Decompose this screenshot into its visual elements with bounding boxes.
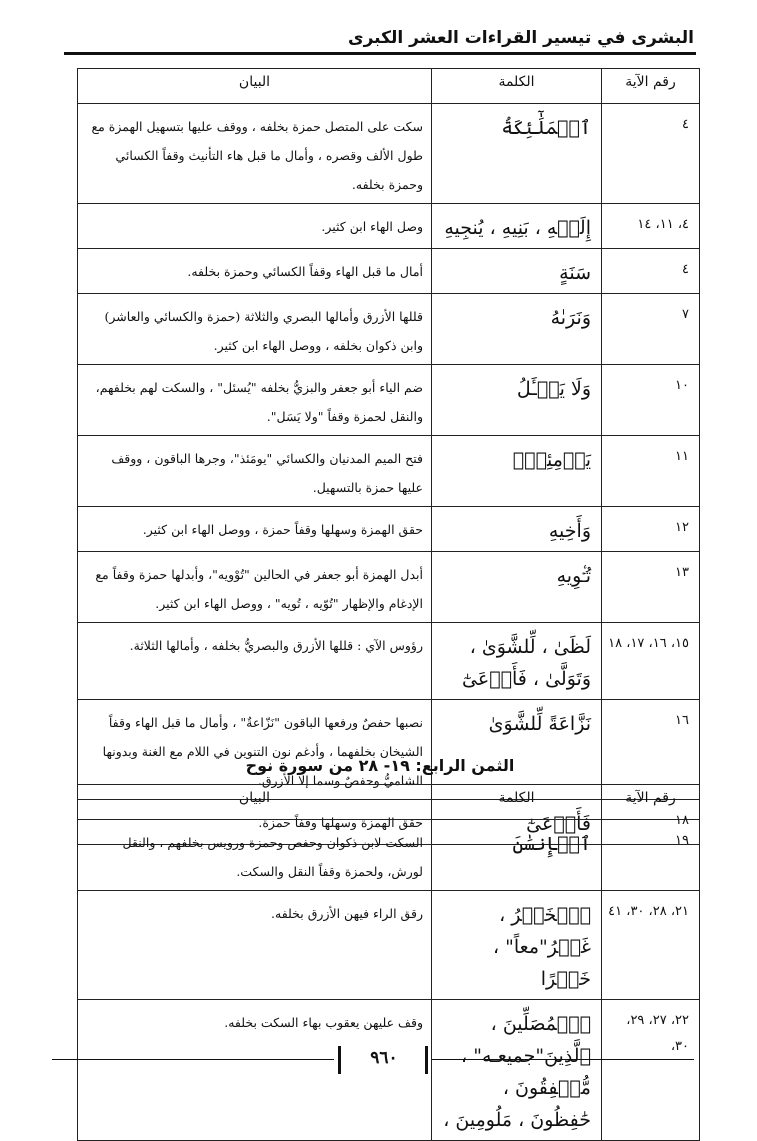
word-cell: نَزَّاعَةً لِّلشَّوَىٰ [432, 700, 602, 800]
word-cell: لَظَىٰ ، لِّلشَّوَىٰ ، وَتَوَلَّىٰ ، فَأَوۡعَىٰٓ [432, 623, 602, 700]
desc-cell: سكت على المتصل حمزة بخلفه ، ووقف عليها بتسهيل الهمزة مع طول الألف وقصره ، وأمال ما قبل هاء التأنيث وقفاً الكسائي وحمزة بخلفه. [78, 104, 432, 204]
col-header-desc: البيان [78, 69, 432, 104]
page-header [64, 28, 696, 55]
table-row [78, 365, 700, 436]
desc-cell: وصل الهاء ابن كثير. [78, 204, 432, 249]
word-cell: سَنَةٍ [432, 249, 602, 294]
desc-cell: حقق الهمزة وسهلها وقفاً حمزة. [78, 800, 432, 845]
ayah-cell: ١٩ [602, 820, 700, 891]
table-row [78, 294, 700, 365]
table-row [78, 820, 700, 891]
desc-cell: وقف عليهن يعقوب بهاء السكت بخلفه. [78, 1000, 432, 1141]
desc-cell: أبدل الهمزة أبو جعفر في الحالين "تُوْويه"، وأبدلها حمزة وقفاً مع الإدغام والإظهار "تُوّيه ، تُويه" ، ووصل الهاء ابن كثير. [78, 552, 432, 623]
word-cell: فَأَوۡعَىٰٓ [432, 800, 602, 845]
footer-bar-right [425, 1046, 428, 1074]
ayah-cell: ١٦ [602, 700, 700, 800]
ayah-cell: ٧ [602, 294, 700, 365]
table-row [78, 436, 700, 507]
desc-cell: ضم الياء أبو جعفر والبزيُّ بخلفه "يُسئل" ، والسكت لهم بخلفهم، والنقل لحمزة وقفاً "ولا يَسَل". [78, 365, 432, 436]
word-cell: وَنَرَىٰهُ [432, 294, 602, 365]
col-header-word: الكلمة [432, 69, 602, 104]
readings-table-1 [77, 68, 700, 845]
footer-rule-left [52, 1059, 334, 1060]
table-row [78, 104, 700, 204]
desc-cell: نصبها حفصٌ ورفعها الباقون "نَزّاعةٌ" ، وأمال ما قبل الهاء وقفاً الشيخان بخلفهما ، وأدغم نون التنوين في اللام مع الغنة وبدونها الشاميُّ وحفصٌ وسما إلا الأزرق. [78, 700, 432, 800]
desc-cell: أمال ما قبل الهاء وقفاً الكسائي وحمزة بخلفه. [78, 249, 432, 294]
table-row [78, 249, 700, 294]
header-rule [64, 52, 696, 55]
page-number: ٩٦٠ [370, 1048, 398, 1068]
word-cell: يَوۡمِئِذِۭ [432, 436, 602, 507]
table-row [78, 623, 700, 700]
desc-cell: فتح الميم المدنيان والكسائي "يومَئذ"، وجرها الباقون ، ووقف عليها حمزة بالتسهيل. [78, 436, 432, 507]
book-title: البشرى في تيسير القراءات العشر الكبرى [348, 28, 694, 48]
ayah-cell: ١٨ [602, 800, 700, 845]
word-cell: وَلَا يَسۡـَٔلُ [432, 365, 602, 436]
word-cell: ٱلۡإِنسَٰنَ [432, 820, 602, 891]
ayah-cell: ١٥، ١٦، ١٧، ١٨ [602, 623, 700, 700]
ayah-cell: ٤، ١١، ١٤ [602, 204, 700, 249]
desc-cell: رقق الراء فيهن الأزرق بخلفه. [78, 891, 432, 1000]
section-title: الثمن الرابع: ١٩- ٢٨ من سورة نوح [245, 756, 515, 775]
word-cell: ٱلۡمَلَٰٓئِكَةُ [432, 104, 602, 204]
word-cell: ٱلۡخَيۡرُ ، غَيۡرُ"معاً" ، خَيۡرًا [432, 891, 602, 1000]
footer-bar-left [338, 1046, 341, 1074]
word-cell: ٱلۡمُصَلِّينَ ، ٱلَّذِينَ"جميعـه" ، مُّشۡفِقُونَ ، حَٰفِظُونَ ، مَلُومِينَ ، [432, 1000, 602, 1141]
col-header-desc: البيان [78, 785, 432, 820]
ayah-cell: ١١ [602, 436, 700, 507]
desc-cell: رؤوس الآي : قللها الأزرق والبصريُّ بخلفه ، وأمالها الثلاثة. [78, 623, 432, 700]
word-cell: وَأَخِيهِ [432, 507, 602, 552]
desc-cell: السكت لابن ذكوان وحفص وحمزة ورويس بخلفهم ، والنقل لورش، ولحمزة وقفاً النقل والسكت. [78, 820, 432, 891]
col-header-ayah: رقم الآية [602, 69, 700, 104]
footer-rule-right [432, 1059, 694, 1060]
table-header-row [78, 69, 700, 104]
readings-table-2 [77, 784, 700, 1141]
desc-cell: حقق الهمزة وسهلها وقفاً حمزة ، ووصل الهاء ابن كثير. [78, 507, 432, 552]
col-header-word: الكلمة [432, 785, 602, 820]
ayah-cell: ١٣ [602, 552, 700, 623]
ayah-cell: ١٢ [602, 507, 700, 552]
table-row [78, 507, 700, 552]
page-footer [52, 1046, 694, 1076]
table-row [78, 891, 700, 1000]
ayah-cell: ٤ [602, 104, 700, 204]
desc-cell: قللها الأزرق وأمالها البصري والثلاثة (حمزة والكسائي والعاشر) وابن ذكوان بخلفه ، ووصل الهاء ابن كثير. [78, 294, 432, 365]
word-cell: تُـٔۡوِيهِ [432, 552, 602, 623]
ayah-cell: ٢٢، ٢٧، ٢٩، ٣٠، [602, 1000, 700, 1141]
table-header-row [78, 785, 700, 820]
col-header-ayah: رقم الآية [602, 785, 700, 820]
table-row [78, 204, 700, 249]
word-cell: إِلَيۡهِ ، بَنِيهِ ، يُنجِيهِ [432, 204, 602, 249]
ayah-cell: ١٠ [602, 365, 700, 436]
ayah-cell: ٤ [602, 249, 700, 294]
table-row [78, 552, 700, 623]
ayah-cell: ٢١، ٢٨، ٣٠، ٤١ [602, 891, 700, 1000]
